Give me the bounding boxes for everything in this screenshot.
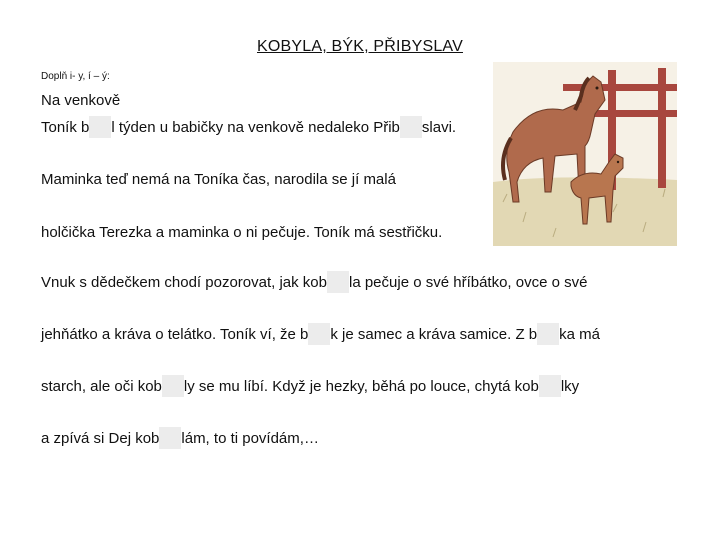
blank-field[interactable] [162,375,184,397]
instruction: Doplň i- y, í – ý: [41,71,110,82]
horse-and-foal-illustration [493,62,677,246]
text: l týden u babičky na venkově nedaleko Přib [111,119,400,136]
text: Vnuk s dědečkem chodí pozorovat, jak kob [41,274,327,291]
text-line [41,325,600,345]
text-line [41,429,319,449]
text-line [41,170,396,190]
text-line [41,273,587,293]
text: Na venkově [41,92,121,109]
blank-field[interactable] [539,375,561,397]
text: starch, ale oči kob [41,378,162,395]
text: Maminka teď nemá na Toníka čas, narodila se jí malá [41,171,396,188]
text: jehňátko a kráva o telátko. Toník ví, že b [41,326,309,343]
text-line [41,377,579,397]
paragraph-heading [41,91,120,111]
text: holčička Terezka a maminka o ni pečuje. Toník má sestřičku. [41,224,443,241]
blank-field[interactable] [159,427,181,449]
blank-field[interactable] [537,323,559,345]
text: Toník b [41,119,90,136]
text: a zpívá si Dej kob [41,430,160,447]
text: lám, to ti povídám,… [181,430,319,447]
text: la pečuje o své hříbátko, ovce o své [349,274,588,291]
blank-field[interactable] [89,116,111,138]
text: k je samec a kráva samice. Z b [330,326,538,343]
blank-field[interactable] [308,323,330,345]
text-line [41,223,442,243]
text: lky [560,378,580,395]
blank-field[interactable] [400,116,422,138]
text: ka má [559,326,600,343]
text: ly se mu líbí. Když je hezky, běhá po louce, chytá kob [183,378,539,395]
text: slavi. [421,119,457,136]
page-title: KOBYLA, BÝK, PŘIBYSLAV [257,38,463,55]
text-line [41,118,456,138]
blank-field[interactable] [327,271,349,293]
